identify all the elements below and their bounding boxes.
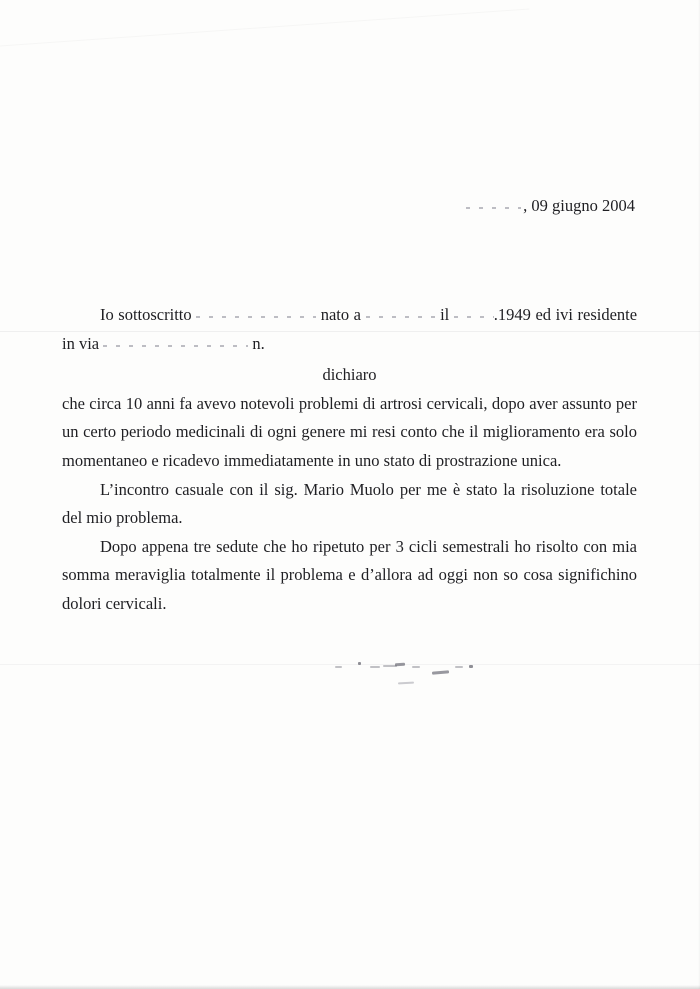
paper-crease — [0, 8, 529, 48]
body-paragraph-1: che circa 10 anni fa avevo notevoli problemi di artrosi cervicali, dopo aver assunto per un certo periodo medicinali di ogni genere mi resi conto che il miglioramento era solo momentaneo e ricadevo immediatamente in uno stato di prostrazione unica. — [62, 393, 637, 470]
signature-mark — [432, 670, 449, 674]
opening-text-2: nato a — [320, 305, 361, 324]
date-text: , 09 giugno 2004 — [523, 196, 635, 215]
date-line — [0, 198, 635, 215]
opening-paragraph — [62, 301, 637, 358]
signature-mark — [335, 666, 342, 668]
body-paragraph-2: L’incontro casuale con il sig. Mario Muolo per me è stato la risoluzione totale del mio problema. — [62, 479, 637, 528]
signature-mark — [358, 662, 361, 665]
body-paragraph-3: Dopo appena tre sedute che ho ripetuto per 3 cicli semestrali ho risolto con mia somma meraviglia totalmente il problema e d’allora ad oggi non so cosa significhino dolori cervicali. — [62, 536, 637, 613]
signature-mark — [398, 682, 414, 685]
signature-mark — [455, 666, 463, 668]
opening-text-3: il — [440, 305, 450, 324]
redacted-street — [103, 345, 248, 347]
letter-body — [62, 301, 637, 619]
opening-text-4: .1949 ed ivi residente in via — [62, 305, 638, 353]
redacted-name — [196, 316, 316, 318]
redacted-birthdate — [454, 316, 494, 318]
opening-text-1: Io sottoscritto — [100, 305, 192, 324]
scan-edge-shadow — [0, 985, 700, 989]
redacted-place — [466, 207, 521, 209]
redacted-signature — [300, 645, 520, 700]
signature-mark — [395, 663, 405, 666]
redacted-birthplace — [366, 316, 436, 318]
signature-mark — [370, 666, 380, 668]
signature-mark — [469, 665, 473, 668]
signature-mark — [412, 666, 420, 668]
opening-text-5: n. — [252, 333, 265, 353]
declaration-word: dichiaro — [322, 365, 377, 385]
